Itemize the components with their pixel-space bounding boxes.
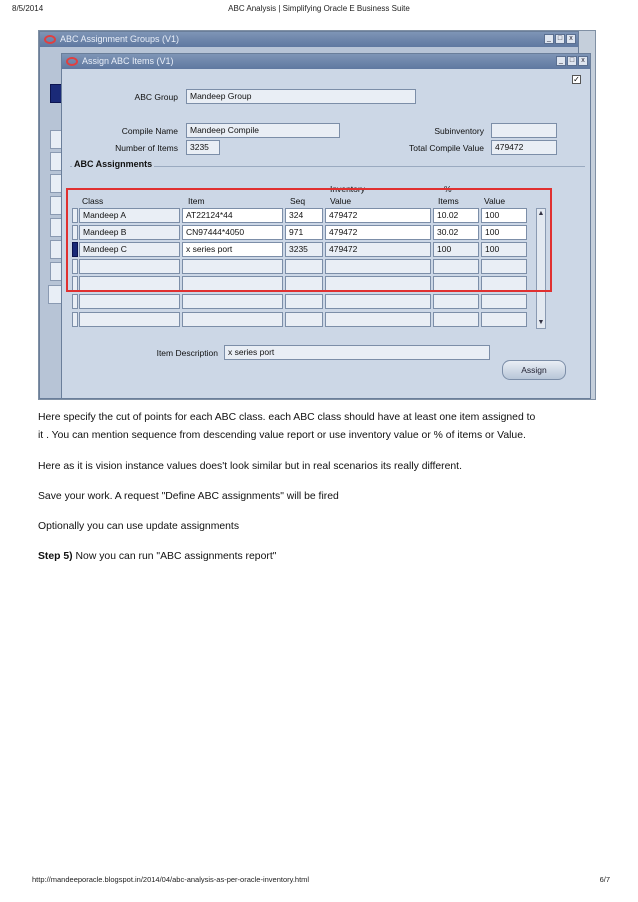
empty-cell[interactable] bbox=[79, 294, 180, 309]
footer-url: http://mandeeporacle.blogspot.in/2014/04/abc-analysis-as-per-oracle-inventory.html bbox=[32, 875, 310, 884]
paragraph-1 bbox=[38, 409, 598, 445]
paragraph-5 bbox=[38, 548, 598, 566]
number-of-items-label: Number of Items bbox=[115, 143, 178, 153]
inner-minimize-button[interactable]: _ bbox=[556, 56, 566, 66]
empty-cell[interactable] bbox=[79, 312, 180, 327]
pct-items-cell[interactable]: 10.02 bbox=[433, 208, 479, 223]
col-inventory-header-top: Inventory bbox=[330, 184, 365, 194]
paragraph-1-line-1: Here specify the cut of points for each ABC class. each ABC class should have at least one item assigned to bbox=[38, 412, 536, 423]
empty-cell[interactable] bbox=[285, 294, 323, 309]
class-cell[interactable]: Mandeep A bbox=[79, 208, 180, 223]
assign-abc-items-window bbox=[61, 53, 591, 399]
inventory-value-cell[interactable]: 479472 bbox=[325, 225, 431, 240]
item-cell[interactable]: AT22124*44 bbox=[182, 208, 283, 223]
oracle-logo-icon bbox=[44, 35, 56, 44]
step-label: Step 5) bbox=[38, 551, 73, 562]
abc-group-label: ABC Group bbox=[134, 92, 178, 102]
print-date: 8/5/2014 bbox=[12, 4, 44, 13]
subinventory-label: Subinventory bbox=[434, 126, 484, 136]
compile-name-field[interactable]: Mandeep Compile bbox=[186, 123, 340, 138]
pct-value-cell[interactable]: 100 bbox=[481, 225, 527, 240]
empty-cell[interactable] bbox=[433, 294, 479, 309]
inventory-value-cell[interactable]: 479472 bbox=[325, 208, 431, 223]
col-class-header: Class bbox=[82, 196, 104, 206]
inner-window-title: Assign ABC Items (V1) bbox=[82, 56, 174, 66]
pct-items-cell[interactable]: 100 bbox=[433, 242, 479, 257]
empty-cell[interactable] bbox=[481, 294, 527, 309]
outer-minimize-button[interactable]: _ bbox=[544, 34, 554, 44]
row-selector[interactable] bbox=[72, 312, 78, 327]
inventory-value-cell[interactable]: 479472 bbox=[325, 242, 431, 257]
paragraph-1-line-2: it . You can mention sequence from descending value report or use inventory value or % of items or Value. bbox=[38, 430, 526, 441]
abc-assignments-title: ABC Assignments bbox=[74, 159, 153, 169]
col-inventory-value-header: Value bbox=[330, 196, 352, 206]
outer-maximize-button[interactable]: □ bbox=[555, 34, 565, 44]
paragraph-4: Optionally you can use update assignments bbox=[38, 521, 240, 532]
item-description-label: Item Description bbox=[156, 348, 218, 358]
seq-cell[interactable]: 324 bbox=[285, 208, 323, 223]
outer-dropdown-icon[interactable] bbox=[48, 285, 62, 304]
empty-cell[interactable] bbox=[325, 312, 431, 327]
class-cell[interactable]: Mandeep C bbox=[79, 242, 180, 257]
highlight-box bbox=[66, 188, 552, 292]
empty-cell[interactable] bbox=[481, 312, 527, 327]
abc-group-field[interactable]: Mandeep Group bbox=[186, 89, 416, 104]
class-cell[interactable]: Mandeep B bbox=[79, 225, 180, 240]
scroll-down-icon[interactable]: ▼ bbox=[537, 319, 545, 326]
pct-items-cell[interactable]: 30.02 bbox=[433, 225, 479, 240]
row-selector[interactable] bbox=[72, 294, 78, 309]
inner-maximize-button[interactable]: □ bbox=[567, 56, 577, 66]
paragraph-3: Save your work. A request "Define ABC assignments" will be fired bbox=[38, 491, 339, 502]
scroll-up-icon[interactable]: ▲ bbox=[537, 210, 545, 217]
empty-cell[interactable] bbox=[285, 312, 323, 327]
seq-cell[interactable]: 971 bbox=[285, 225, 323, 240]
outer-close-button[interactable]: x bbox=[566, 34, 576, 44]
assign-button[interactable]: Assign bbox=[502, 360, 566, 380]
col-seq-header: Seq bbox=[290, 196, 306, 206]
oracle-screenshot bbox=[38, 30, 596, 400]
pct-value-cell[interactable]: 100 bbox=[481, 242, 527, 257]
col-pct-value-header: Value bbox=[484, 196, 506, 206]
step-text: Now you can run "ABC assignments report" bbox=[72, 551, 277, 562]
empty-cell[interactable] bbox=[182, 312, 283, 327]
compile-name-label: Compile Name bbox=[121, 126, 178, 136]
outer-left-strip bbox=[40, 72, 62, 352]
subinventory-field[interactable] bbox=[491, 123, 557, 138]
print-title: ABC Analysis | Simplifying Oracle E Business Suite bbox=[228, 4, 410, 13]
total-compile-value-label: Total Compile Value bbox=[409, 143, 484, 153]
col-pct-items-header: Items bbox=[438, 196, 459, 206]
outer-window-titlebar[interactable] bbox=[40, 32, 578, 47]
empty-cell[interactable] bbox=[433, 312, 479, 327]
number-of-items-field[interactable]: 3235 bbox=[186, 140, 220, 155]
total-compile-value-field[interactable]: 479472 bbox=[491, 140, 557, 155]
footer-page-number: 6/7 bbox=[599, 875, 610, 884]
empty-cell[interactable] bbox=[325, 294, 431, 309]
item-cell[interactable]: CN97444*4050 bbox=[182, 225, 283, 240]
checkbox[interactable]: ✓ bbox=[573, 75, 580, 84]
col-pct-header-top: % bbox=[444, 184, 452, 194]
pct-value-cell[interactable]: 100 bbox=[481, 208, 527, 223]
oracle-logo-icon bbox=[66, 57, 78, 66]
col-item-header: Item bbox=[188, 196, 205, 206]
item-description-field[interactable]: x series port bbox=[224, 345, 490, 360]
paragraph-2: Here as it is vision instance values does't look similar but in real scenarios its really different. bbox=[38, 461, 462, 472]
outer-window-title: ABC Assignment Groups (V1) bbox=[60, 34, 180, 44]
inner-close-button[interactable]: x bbox=[578, 56, 588, 66]
item-cell[interactable]: x series port bbox=[182, 242, 283, 257]
empty-cell[interactable] bbox=[182, 294, 283, 309]
seq-cell[interactable]: 3235 bbox=[285, 242, 323, 257]
inner-window-titlebar[interactable] bbox=[62, 54, 590, 69]
